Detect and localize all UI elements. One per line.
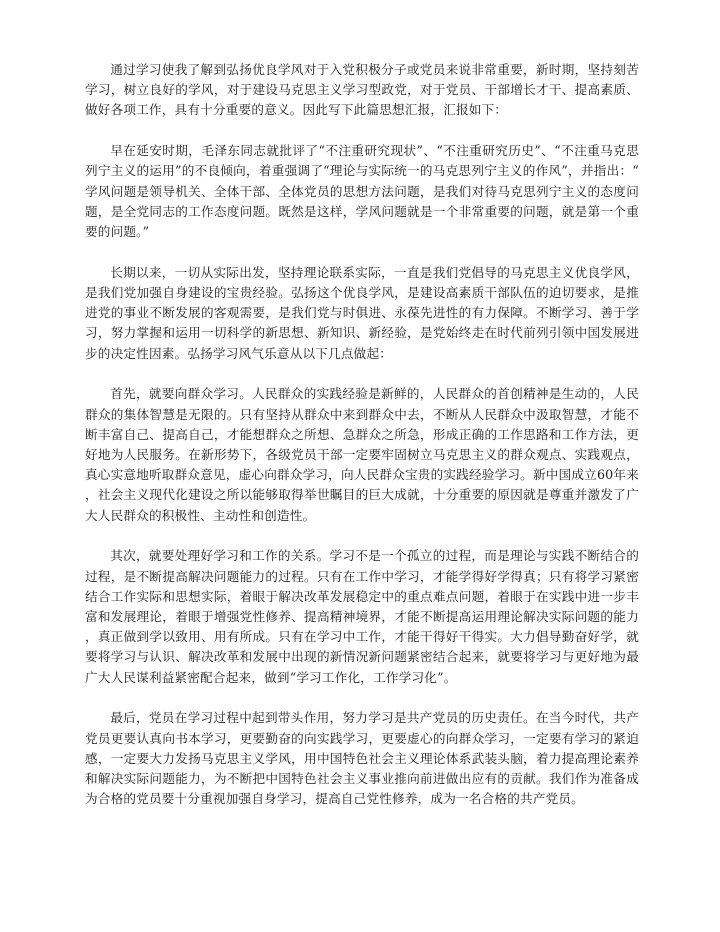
paragraph-first-point: 首先，就要向群众学习。人民群众的实践经验是新鲜的，人民群众的首创精神是生动的，人民群众的集体智慧是无限的。只有坚持从群众中来到群众中去，不断从人民群众中汲取智慧，才能不断丰富自己、提高自己，才能想群众之所想、急群众之所急，形成正确的工作思路和工作方法，更好地为人民服务。在新形势下，各级党员干部一定要牢固树立马克思主义的群众观点、实践观点，真心实意地听取群众意见，虚心向群众学习，向人民群众宝贵的实践经验学习。新中国成立60年来，社会主义现代化建设之所以能够取得举世瞩目的巨大成就，十分重要的原因就是尊重并激发了广大人民群众的积极性、主动性和创造性。 — [85, 386, 639, 523]
paragraph-final-point: 最后，党员在学习过程中起到带头作用，努力学习是共产党员的历史责任。在当今时代，共产党员更要认真向书本学习，更要勤奋的向实践学习，更要虚心的向群众学习，一定要有学习的紧迫感，一定要大力发扬马克思主义学风，用中国特色社会主义理论体系武装头脑，着力提高理论素养和解决实际问题能力，为不断把中国特色社会主义事业推向前进做出应有的贡献。我们作为准备成为合格的党员要十分重视加强自身学习，提高自己党性修养，成为一名合格的共产党员。 — [85, 710, 639, 807]
paragraph-second-point: 其次，就要处理好学习和工作的关系。学习不是一个孤立的过程，而是理论与实践不断结合的过程，是不断提高解决问题能力的过程。只有在工作中学习，才能学得好学得真；只有将学习紧密结合工作实际和思想实际，着眼于解决改革发展稳定中的重点难点问题，着眼于在实践中进一步丰富和发展理论，着眼于增强党性修养、提高精神境界，才能不断提高运用理论解决实际问题的能力，真正做到学以致用、用有所成。只有在学习中工作，才能干得好干得实。大力倡导勤奋好学，就要将学习与认识、解决改革和发展中出现的新情况新问题紧密结合起来，就要将学习与更好地为最广大人民谋利益紧密配合起来，做到“学习工作化，工作学习化”。 — [85, 548, 639, 685]
paragraph-intro: 通过学习使我了解到弘扬优良学风对于入党积极分子或党员来说非常重要，新时期，坚持刻苦学习，树立良好的学风，对于建设马克思主义学习型政党，对于党员、干部增长才干、提高素质、做好各项工作，具有十分重要的意义。因此写下此篇思想汇报，汇报如下： — [85, 62, 639, 118]
paragraph-long-term-practice: 长期以来，一切从实际出发，坚持理论联系实际，一直是我们党倡导的马克思主义优良学风，是我们党加强自身建设的宝贵经验。弘扬这个优良学风，是建设高素质干部队伍的迫切要求，是推进党的事业不断发展的客观需要，是我们党与时俱进、永葆先进性的有力保障。不断学习、善于学习，努力掌握和运用一切科学的新思想、新知识、新经验，是党始终走在时代前列引领中国发展进步的决定性因素。弘扬学习风气乐意从以下几点做起： — [85, 264, 639, 361]
paragraph-yanan-history: 早在延安时期，毛泽东同志就批评了“不注重研究现状”、“不注重研究历史”、“不注重马克思列宁主义的运用”的不良倾向，着重强调了“理论与实际统一的马克思列宁主义的作风”，并指出：“学风问题是领导机关、全体干部、全体党员的思想方法问题，是我们对待马克思列宁主义的态度问题，是全党同志的工作态度问题。既然是这样，学风问题就是一个非常重要的问题，就是第一个重要的问题。” — [85, 143, 639, 240]
